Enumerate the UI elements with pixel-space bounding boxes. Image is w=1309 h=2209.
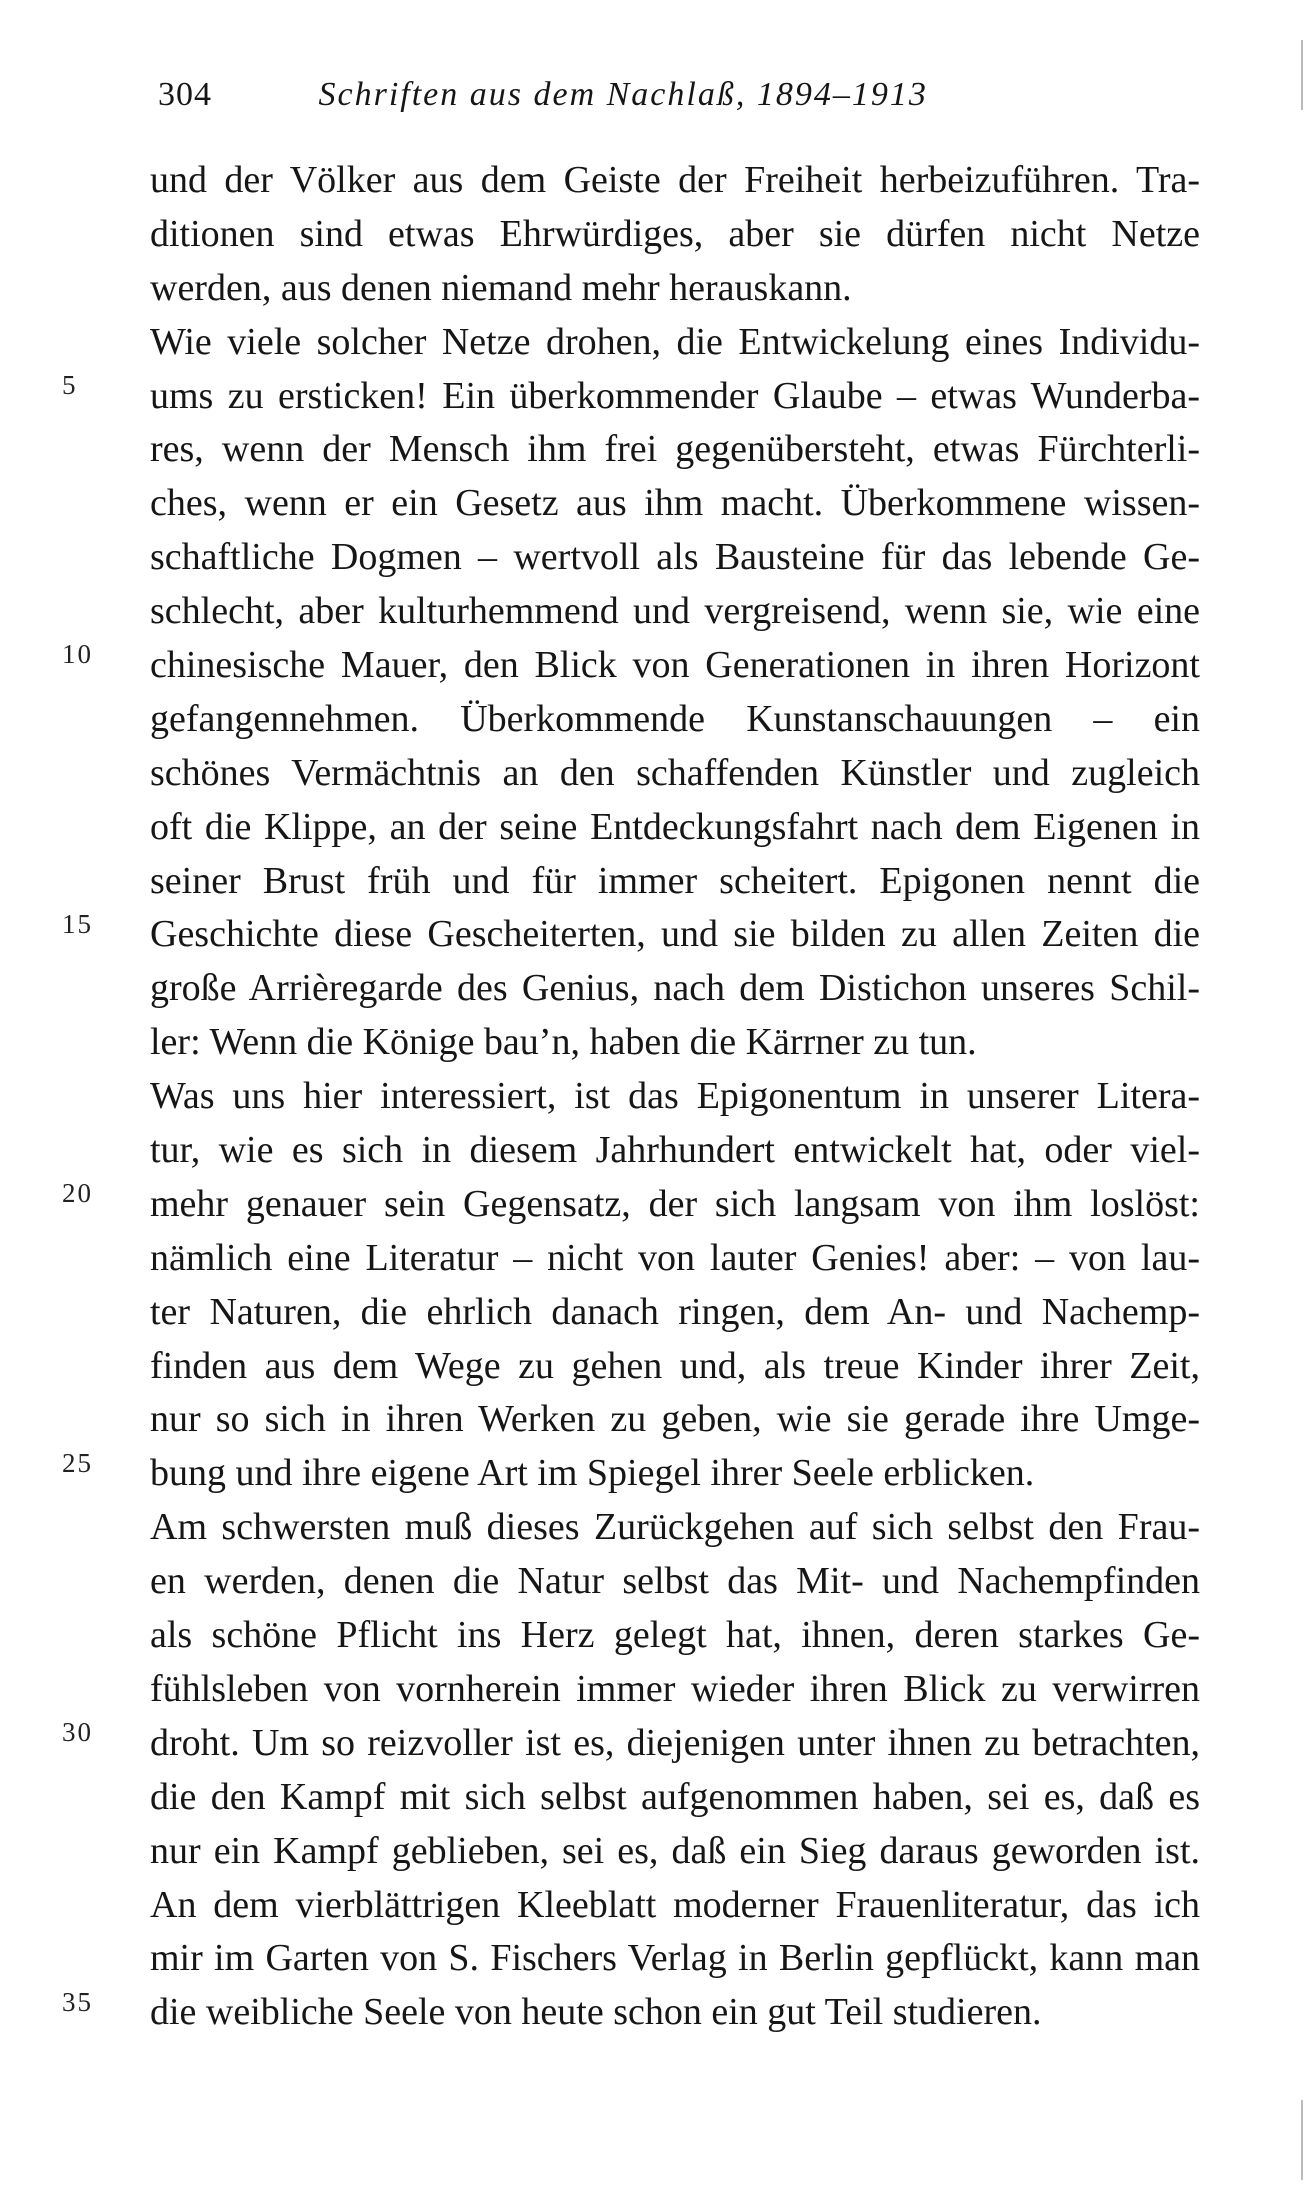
text-line: die weibliche Seele von heute schon ein gut Teil studieren. [150, 1991, 1042, 2034]
scan-edge-mark [1301, 40, 1303, 110]
text-line: ditionen sind etwas Ehrwürdiges, aber sie dürfen nicht Netze [150, 212, 1200, 255]
text-line: Wie viele solcher Netze drohen, die Entwickelung eines Individu- [150, 320, 1200, 363]
text-line: An dem vierblättrigen Kleeblatt moderner Frauenliteratur, das ich [150, 1883, 1200, 1926]
scan-edge-mark [1301, 2100, 1303, 2180]
text-line: als schöne Pflicht ins Herz gelegt hat, ihnen, deren starkes Ge- [150, 1614, 1200, 1657]
text-line: und der Völker aus dem Geiste der Freiheit herbeizuführen. Tra- [150, 159, 1200, 201]
page-number: 304 [158, 76, 212, 113]
body-text [150, 154, 1200, 2040]
text-line: Geschichte diese Gescheiterten, und sie bilden zu allen Zeiten die [150, 913, 1200, 956]
text-line: die den Kampf mit sich selbst aufgenommen haben, sei es, daß es [150, 1775, 1200, 1818]
text-line: ches, wenn er ein Gesetz aus ihm macht. Überkommene wissen- [150, 482, 1200, 525]
text-line: Was uns hier interessiert, ist das Epigonentum in unserer Litera- [150, 1075, 1200, 1118]
text-line: seiner Brust früh und für immer scheitert. Epigonen nennt die [150, 859, 1200, 902]
text-line: ler: Wenn die Könige bau’n, haben die Kärrner zu tun. [150, 1021, 977, 1064]
text-line: schönes Vermächtnis an den schaffenden Künstler und zugleich [150, 751, 1200, 794]
text-line: nämlich eine Literatur – nicht von lauter Genies! aber: – von lau- [150, 1236, 1200, 1279]
text-line: mehr genauer sein Gegensatz, der sich langsam von ihm loslöst: [150, 1182, 1200, 1225]
text-line: fühlsleben von vornherein immer wieder ihren Blick zu verwirren [150, 1667, 1200, 1710]
running-head [158, 70, 1058, 120]
text-line: große Arrièregarde des Genius, nach dem Distichon unseres Schil- [150, 967, 1200, 1010]
text-line: ter Naturen, die ehrlich danach ringen, dem An- und Nachemp- [150, 1290, 1200, 1333]
text-line: finden aus dem Wege zu gehen und, als treue Kinder ihrer Zeit, [150, 1344, 1200, 1387]
line-number: 30 [62, 1717, 93, 1747]
text-line: res, wenn der Mensch ihm frei gegenübersteht, etwas Fürchterli- [150, 428, 1200, 471]
text-line: nur so sich in ihren Werken zu geben, wie sie gerade ihre Umge- [150, 1398, 1200, 1441]
line-number: 15 [62, 909, 93, 939]
text-line: bung und ihre eigene Art im Spiegel ihrer Seele erblicken. [150, 1452, 1035, 1495]
line-number: 10 [62, 639, 93, 669]
text-line: gefangennehmen. Überkommende Kunstanschauungen – ein [150, 697, 1200, 740]
text-line: ums zu ersticken! Ein überkommender Glaube – etwas Wunderba- [150, 374, 1200, 417]
text-line: chinesische Mauer, den Blick von Generationen in ihren Horizont [150, 644, 1200, 687]
text-line: schlecht, aber kulturhemmend und vergreisend, wenn sie, wie eine [150, 590, 1200, 633]
running-title: Schriften aus dem Nachlaß, 1894–1913 [318, 76, 928, 113]
text-line: werden, aus denen niemand mehr herauskann. [150, 266, 852, 309]
text-line: mir im Garten von S. Fischers Verlag in Berlin gepflückt, kann man [150, 1937, 1200, 1980]
text-line: tur, wie es sich in diesem Jahrhundert entwickelt hat, oder viel- [150, 1129, 1200, 1172]
text-line: Am schwersten muß dieses Zurückgehen auf sich selbst den Frau- [150, 1506, 1200, 1549]
line-number: 5 [62, 370, 78, 400]
line-number: 25 [62, 1448, 93, 1478]
text-line: en werden, denen die Natur selbst das Mit- und Nachempfinden [150, 1560, 1200, 1603]
text-line: droht. Um so reizvoller ist es, diejenigen unter ihnen zu betrachten, [150, 1721, 1200, 1764]
line-number: 35 [62, 1987, 93, 2017]
text-line: schaftliche Dogmen – wertvoll als Bausteine für das lebende Ge- [150, 536, 1200, 579]
line-number: 20 [62, 1178, 93, 1208]
text-line: oft die Klippe, an der seine Entdeckungsfahrt nach dem Eigenen in [150, 805, 1200, 848]
text-line: nur ein Kampf geblieben, sei es, daß ein Sieg daraus geworden ist. [150, 1829, 1200, 1872]
